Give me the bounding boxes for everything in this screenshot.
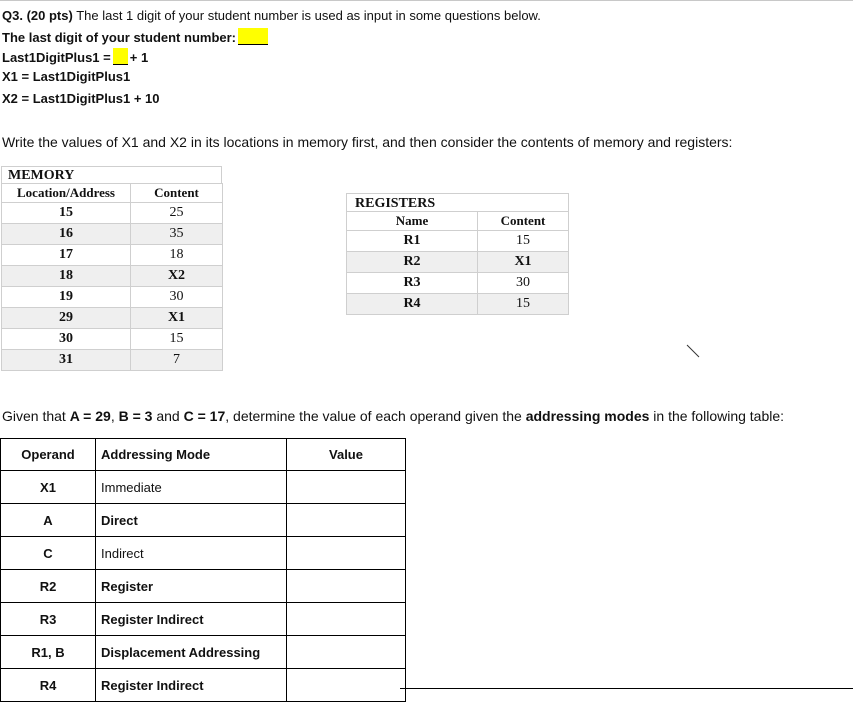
operand-row xyxy=(1,636,406,669)
memory-header-content: Content xyxy=(131,184,223,203)
memory-row xyxy=(2,266,223,287)
plus1-line xyxy=(2,48,148,65)
question-number: Q3. (20 pts) xyxy=(2,8,73,23)
register-row xyxy=(347,294,569,315)
memory-location: 19 xyxy=(2,287,131,308)
registers-header-name: Name xyxy=(347,212,478,231)
x1-definition: X1 = Last1DigitPlus1 xyxy=(2,69,131,84)
operand-row xyxy=(1,504,406,537)
memory-row xyxy=(2,350,223,371)
operand-row xyxy=(1,537,406,570)
memory-content: 15 xyxy=(131,329,223,350)
register-name: R3 xyxy=(347,273,478,294)
memory-row xyxy=(2,245,223,266)
memory-content: 18 xyxy=(131,245,223,266)
addressing-mode-cell: Register Indirect xyxy=(96,603,287,636)
operand-row xyxy=(1,570,406,603)
value-answer-cell[interactable] xyxy=(287,570,406,603)
value-header: Value xyxy=(287,439,406,471)
question-header xyxy=(2,8,541,23)
operand-table xyxy=(0,438,406,702)
given-b: B = 3 xyxy=(118,408,153,424)
memory-content: X1 xyxy=(131,308,223,329)
operand-header: Operand xyxy=(1,439,96,471)
memory-content: X2 xyxy=(131,266,223,287)
given-separator: , xyxy=(110,408,119,424)
value-answer-cell[interactable] xyxy=(287,669,406,702)
operand-cell: R2 xyxy=(1,570,96,603)
top-rule xyxy=(0,0,853,1)
x2-definition: X2 = Last1DigitPlus1 + 10 xyxy=(2,91,160,106)
operand-row xyxy=(1,603,406,636)
addressing-mode-cell: Immediate xyxy=(96,471,287,504)
memory-content: 30 xyxy=(131,287,223,308)
plus1-suffix: + 1 xyxy=(129,50,149,65)
given-prefix: Given that xyxy=(2,408,70,424)
register-name: R2 xyxy=(347,252,478,273)
given-c: C = 17 xyxy=(183,408,226,424)
memory-location: 16 xyxy=(2,224,131,245)
memory-caption: MEMORY xyxy=(1,166,222,183)
register-name: R4 xyxy=(347,294,478,315)
memory-location: 15 xyxy=(2,203,131,224)
register-row xyxy=(347,273,569,294)
question-intro: The last 1 digit of your student number is used as input in some questions below. xyxy=(76,8,541,23)
memory-header-location: Location/Address xyxy=(2,184,131,203)
memory-content: 7 xyxy=(131,350,223,371)
registers-table xyxy=(346,211,569,315)
given-suffix: in the following table: xyxy=(649,408,785,424)
register-content: 15 xyxy=(478,231,569,252)
last-digit-answer-field[interactable] xyxy=(238,28,268,45)
register-row xyxy=(347,252,569,273)
memory-row xyxy=(2,329,223,350)
operand-cell: R3 xyxy=(1,603,96,636)
memory-row xyxy=(2,203,223,224)
operand-cell: R4 xyxy=(1,669,96,702)
memory-row xyxy=(2,308,223,329)
operand-row xyxy=(1,471,406,504)
register-name: R1 xyxy=(347,231,478,252)
stray-pen-mark-icon xyxy=(686,344,700,358)
given-and: and xyxy=(152,408,184,424)
bottom-rule xyxy=(400,688,853,689)
register-row xyxy=(347,231,569,252)
register-content: X1 xyxy=(478,252,569,273)
given-a: A = 29 xyxy=(69,408,111,424)
memory-content: 25 xyxy=(131,203,223,224)
registers-caption: REGISTERS xyxy=(346,193,569,211)
registers-header-content: Content xyxy=(478,212,569,231)
operand-cell: X1 xyxy=(1,471,96,504)
value-answer-cell[interactable] xyxy=(287,636,406,669)
plus1-answer-field[interactable] xyxy=(113,48,128,65)
addressing-mode-cell: Displacement Addressing xyxy=(96,636,287,669)
memory-table xyxy=(1,183,223,371)
last-digit-line xyxy=(2,28,268,45)
memory-content: 35 xyxy=(131,224,223,245)
addressing-mode-cell: Register xyxy=(96,570,287,603)
addressing-mode-cell: Direct xyxy=(96,504,287,537)
addressing-mode-cell: Register Indirect xyxy=(96,669,287,702)
last-digit-label: The last digit of your student number: xyxy=(2,30,236,45)
memory-location: 18 xyxy=(2,266,131,287)
addressing-mode-cell: Indirect xyxy=(96,537,287,570)
register-content: 30 xyxy=(478,273,569,294)
value-answer-cell[interactable] xyxy=(287,471,406,504)
memory-row xyxy=(2,224,223,245)
plus1-prefix: Last1DigitPlus1 = xyxy=(2,50,111,65)
operand-cell: C xyxy=(1,537,96,570)
value-answer-cell[interactable] xyxy=(287,504,406,537)
value-answer-cell[interactable] xyxy=(287,537,406,570)
operand-cell: R1, B xyxy=(1,636,96,669)
given-text xyxy=(2,408,784,424)
memory-location: 29 xyxy=(2,308,131,329)
operand-row xyxy=(1,669,406,702)
addressing-mode-header: Addressing Mode xyxy=(96,439,287,471)
given-addressing-modes: addressing modes xyxy=(525,408,650,424)
memory-location: 31 xyxy=(2,350,131,371)
instruction-text: Write the values of X1 and X2 in its locations in memory first, and then consider the contents of memory and registers: xyxy=(2,134,733,150)
operand-cell: A xyxy=(1,504,96,537)
given-middle: , determine the value of each operand given the xyxy=(225,408,526,424)
memory-row xyxy=(2,287,223,308)
memory-location: 30 xyxy=(2,329,131,350)
value-answer-cell[interactable] xyxy=(287,603,406,636)
register-content: 15 xyxy=(478,294,569,315)
memory-location: 17 xyxy=(2,245,131,266)
